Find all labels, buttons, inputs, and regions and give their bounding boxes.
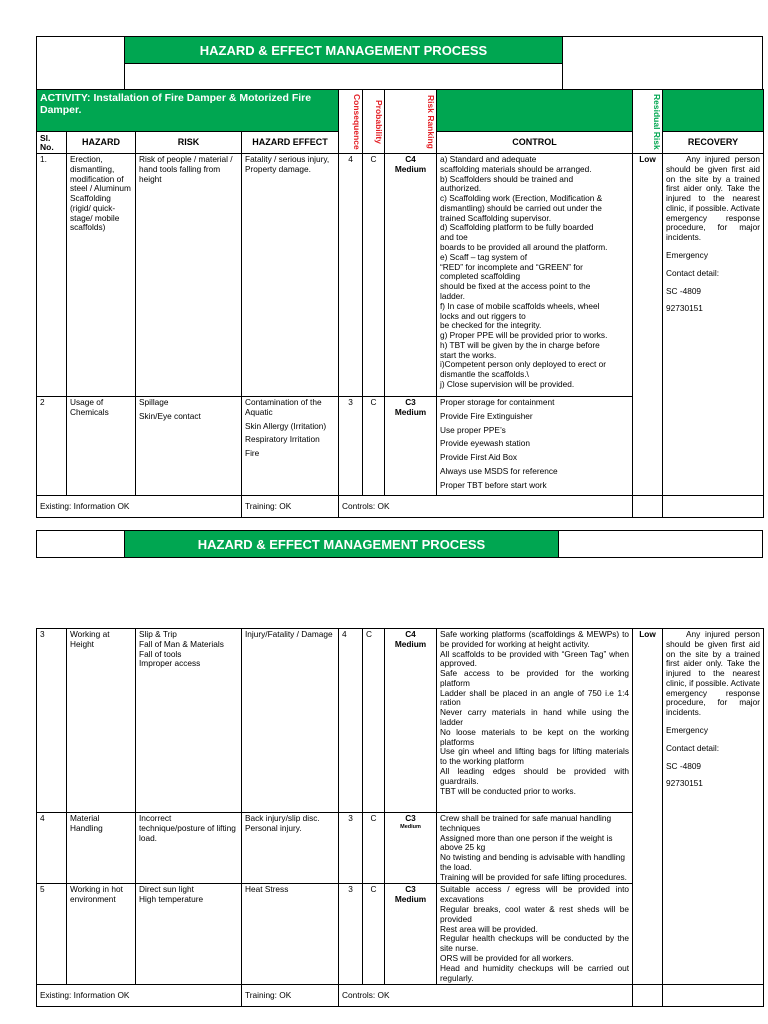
table-footer-row bbox=[37, 496, 764, 518]
line-item: d) Scaffolding platform to be fully boarded bbox=[440, 222, 594, 233]
table-footer-row bbox=[37, 985, 764, 1007]
line-item: Fall of Man & Materials bbox=[139, 638, 224, 649]
recovery-text: Any injured person should be given first aid on the site by a trained first aider only. Take the injured to the nearest clinic, if possible. Activate emergency response procedure, for major incidents. bbox=[666, 629, 760, 718]
consequence-cell: 3 bbox=[339, 813, 363, 884]
ranking-cell bbox=[385, 397, 437, 496]
footer-existing: Existing: Information OK bbox=[37, 496, 242, 518]
line-item: Crew shall be trained for safe manual handling techniques bbox=[440, 813, 612, 833]
probability-cell: C bbox=[363, 884, 385, 985]
risk-cell bbox=[136, 629, 242, 813]
control-cell bbox=[437, 154, 633, 397]
line-item: locks and out riggers to bbox=[440, 310, 526, 321]
line-item: Skin/Eye contact bbox=[139, 410, 201, 421]
table-row bbox=[37, 629, 764, 813]
recovery-phone: 92730151 bbox=[666, 778, 703, 789]
line-item: i)Competent person only deployed to erect or bbox=[440, 359, 607, 370]
line-item: boards to be provided all around the platform. bbox=[440, 242, 608, 253]
line-item: and toe bbox=[440, 232, 468, 243]
line-item: Proper TBT before start work bbox=[440, 479, 547, 490]
title-divider bbox=[562, 36, 563, 90]
control-cell bbox=[437, 884, 633, 985]
line-item: Training will be provided for safe lifting procedures. bbox=[440, 871, 627, 882]
ranking-code: C3 bbox=[405, 884, 416, 895]
consequence-cell: 4 bbox=[339, 154, 363, 397]
line-item: ORS will be provided for all workers. bbox=[440, 952, 574, 963]
line-item: f) In case of mobile scaffolds wheels, wheel bbox=[440, 300, 600, 311]
line-item: be checked for the integrity. bbox=[440, 320, 542, 331]
risk-cell: Incorrect technique/posture of lifting load. bbox=[136, 813, 242, 884]
line-item: Contamination of the Aquatic bbox=[245, 397, 322, 417]
line-item: trained Scaffolding supervisor. bbox=[440, 212, 551, 223]
footer-training: Training: OK bbox=[242, 985, 339, 1007]
hazard-cell: Usage of Chemicals bbox=[67, 397, 136, 496]
control-cell bbox=[437, 397, 633, 496]
header-hazard: HAZARD bbox=[67, 132, 136, 154]
line-item: ladder. bbox=[440, 290, 465, 301]
line-item: Provide First Aid Box bbox=[440, 452, 518, 463]
recovery-emergency: Emergency bbox=[666, 250, 708, 261]
footer-blank bbox=[663, 985, 764, 1007]
ranking-level: Medium bbox=[394, 163, 427, 174]
line-item: completed scaffolding bbox=[440, 271, 521, 282]
line-item: Slip & Trip bbox=[139, 629, 177, 639]
line-item: Suitable access / egress will be provided into excavations bbox=[440, 884, 629, 905]
recovery-cell bbox=[663, 629, 764, 985]
footer-existing: Existing: Information OK bbox=[37, 985, 242, 1007]
row-number: 3 bbox=[37, 629, 67, 813]
line-item: TBT will be conducted prior to works. bbox=[440, 785, 576, 796]
footer-controls: Controls: OK bbox=[339, 985, 633, 1007]
line-item: should be fixed at the access point to the bbox=[440, 281, 591, 292]
recovery-contact: Contact detail: bbox=[666, 742, 720, 753]
line-item: Spillage bbox=[139, 397, 169, 407]
risk-cell bbox=[136, 397, 242, 496]
probability-cell: C bbox=[363, 397, 385, 496]
line-item: Fire bbox=[245, 448, 260, 459]
line-item: Regular breaks, cool water & rest sheds will be provided bbox=[440, 904, 629, 924]
hazard-cell: Working in hot environment bbox=[67, 884, 136, 985]
residual-risk-cell: Low bbox=[633, 154, 663, 496]
line-item: Safe access to be provided for the working platform bbox=[440, 668, 629, 688]
row-number: 1. bbox=[37, 154, 67, 397]
line-item: dismantling) should be carried out under the bbox=[440, 202, 602, 213]
line-item: All leading edges should be provided with guardrails. bbox=[440, 765, 629, 786]
line-item: e) Scaff – tag system of bbox=[440, 251, 528, 262]
footer-blank bbox=[633, 496, 663, 518]
ranking-code: C4 bbox=[405, 154, 416, 164]
recovery-phone: 92730151 bbox=[666, 303, 703, 314]
control-header-band bbox=[437, 90, 633, 132]
line-item: Provide eyewash station bbox=[440, 438, 530, 449]
header-sl-no: Sl. No. bbox=[37, 132, 67, 154]
recovery-sc: SC -4809 bbox=[666, 760, 702, 771]
title-divider bbox=[124, 530, 125, 558]
ranking-cell bbox=[385, 154, 437, 397]
line-item: Skin Allergy (Irritation) bbox=[245, 420, 327, 431]
consequence-cell: 3 bbox=[339, 397, 363, 496]
table-row bbox=[37, 154, 764, 397]
footer-blank bbox=[633, 985, 663, 1007]
ranking-code: C4 bbox=[405, 629, 416, 639]
recovery-contact: Contact detail: bbox=[666, 267, 720, 278]
ranking-cell bbox=[385, 629, 437, 813]
line-item: Proper storage for containment bbox=[440, 397, 555, 407]
ranking-level: Medium bbox=[400, 823, 421, 830]
page-title-1: HAZARD & EFFECT MANAGEMENT PROCESS bbox=[125, 37, 562, 63]
effect-cell: Fatality / serious injury, Property damage. bbox=[242, 154, 339, 397]
risk-cell bbox=[136, 884, 242, 985]
line-item: Respiratory Irritation bbox=[245, 434, 320, 445]
hazard-table-1 bbox=[36, 89, 764, 518]
line-item: Regular health checkups will be conducted by the site nurse. bbox=[440, 933, 629, 954]
line-item: Never carry materials in hand while using the ladder bbox=[440, 707, 629, 728]
hazard-table-2 bbox=[36, 628, 764, 1007]
header-residual-risk: Residual Risk bbox=[633, 90, 663, 154]
title-divider bbox=[558, 530, 559, 558]
header-risk: RISK bbox=[136, 132, 242, 154]
ranking-level: Medium bbox=[394, 638, 427, 649]
risk-cell: Risk of people / material / hand tools falling from height bbox=[136, 154, 242, 397]
row-number: 2 bbox=[37, 397, 67, 496]
effect-cell: Injury/Fatality / Damage bbox=[242, 629, 339, 813]
row-number: 5 bbox=[37, 884, 67, 985]
recovery-text: Any injured person should be given first aid on the site by a trained first aider only. Take the injured to the nearest clinic, if possible. Activate emergency response procedure, for major incidents. bbox=[666, 154, 760, 243]
header-hazard-effect: HAZARD EFFECT bbox=[242, 132, 339, 154]
control-cell bbox=[437, 629, 633, 813]
line-item: Provide Fire Extinguisher bbox=[440, 410, 533, 421]
line-item: authorized. bbox=[440, 183, 482, 194]
probability-cell: C bbox=[363, 154, 385, 397]
header-consequence: Consequence bbox=[339, 90, 363, 154]
ranking-code: C3 bbox=[405, 397, 416, 407]
page-title-2: HAZARD & EFFECT MANAGEMENT PROCESS bbox=[125, 531, 558, 557]
footer-training: Training: OK bbox=[242, 496, 339, 518]
recovery-cell bbox=[663, 154, 764, 496]
hazard-cell: Working at Height bbox=[67, 629, 136, 813]
line-item: Use proper PPE’s bbox=[440, 424, 506, 435]
line-item: No loose materials to be kept on the working platforms bbox=[440, 726, 629, 747]
row-number: 4 bbox=[37, 813, 67, 884]
activity-title: ACTIVITY: Installation of Fire Damper & Motorized Fire Damper. bbox=[37, 90, 339, 132]
hazard-cell: Erection, dismantling, modification of steel / Aluminum Scaffolding (rigid/ quick-stage/ mobile scaffolds) bbox=[67, 154, 136, 397]
recovery-header-band bbox=[663, 90, 764, 132]
hazard-cell: Material Handling bbox=[67, 813, 136, 884]
footer-blank bbox=[663, 496, 764, 518]
header-recovery: RECOVERY bbox=[663, 132, 764, 154]
residual-risk-cell: Low bbox=[633, 629, 663, 985]
effect-cell: Back injury/slip disc. Personal injury. bbox=[242, 813, 339, 884]
ranking-cell bbox=[385, 884, 437, 985]
line-item: Use gin wheel and lifting bags for lifting materials to the working platform bbox=[440, 746, 629, 767]
line-item: Always use MSDS for reference bbox=[440, 465, 558, 476]
control-cell bbox=[437, 813, 633, 884]
line-item: Rest area will be provided. bbox=[440, 923, 538, 934]
line-item: High temperature bbox=[139, 894, 204, 905]
line-item: Head and humidity checkups will be carried out regularly. bbox=[440, 962, 629, 983]
line-item: Fall of tools bbox=[139, 648, 182, 659]
probability-cell: C bbox=[363, 813, 385, 884]
ranking-level: Medium bbox=[394, 894, 427, 905]
line-item: scaffolding materials should be arranged. bbox=[440, 163, 592, 174]
title-divider bbox=[125, 63, 562, 64]
line-item: Ladder shall be placed in an angle of 750 i.e 1:4 ration bbox=[440, 687, 629, 708]
line-item: start the works. bbox=[440, 349, 497, 360]
line-item: Safe working platforms (scaffoldings & MEWPs) to be provided for working at height activity. bbox=[440, 629, 629, 649]
footer-controls: Controls: OK bbox=[339, 496, 633, 518]
header-probability: Probability bbox=[363, 90, 385, 154]
line-item: Direct sun light bbox=[139, 884, 194, 895]
recovery-sc: SC -4809 bbox=[666, 285, 702, 296]
line-item: dismantle the scaffolds.\ bbox=[440, 369, 529, 380]
ranking-level: Medium bbox=[394, 406, 427, 417]
line-item: a) Standard and adequate bbox=[440, 154, 537, 164]
effect-cell bbox=[242, 397, 339, 496]
line-item: All scaffolds to be provided with “Green Tag” when approved. bbox=[440, 648, 629, 669]
line-item: g) Proper PPE will be provided prior to works. bbox=[440, 330, 608, 341]
line-item: Improper access bbox=[139, 658, 201, 669]
ranking-cell bbox=[385, 813, 437, 884]
line-item: h) TBT will be given by the in charge before bbox=[440, 339, 600, 350]
probability-cell: C bbox=[363, 629, 385, 813]
recovery-emergency: Emergency bbox=[666, 725, 708, 736]
line-item: c) Scaffolding work (Erection, Modification & bbox=[440, 193, 603, 204]
consequence-cell: 3 bbox=[339, 884, 363, 985]
line-item: Assigned more than one person if the weight is above 25 kg bbox=[440, 832, 613, 853]
line-item: b) Scaffolders should be trained and bbox=[440, 173, 574, 184]
effect-cell: Heat Stress bbox=[242, 884, 339, 985]
line-item: No twisting and bending is advisable with handling the load. bbox=[440, 852, 625, 872]
header-control: CONTROL bbox=[437, 132, 633, 154]
ranking-code: C3 bbox=[405, 813, 416, 823]
line-item: j) Close supervision will be provided. bbox=[440, 378, 575, 389]
line-item: “RED” for incomplete and “GREEN” for bbox=[440, 261, 583, 272]
consequence-cell: 4 bbox=[339, 629, 363, 813]
header-risk-ranking: Risk Ranking bbox=[385, 90, 437, 154]
